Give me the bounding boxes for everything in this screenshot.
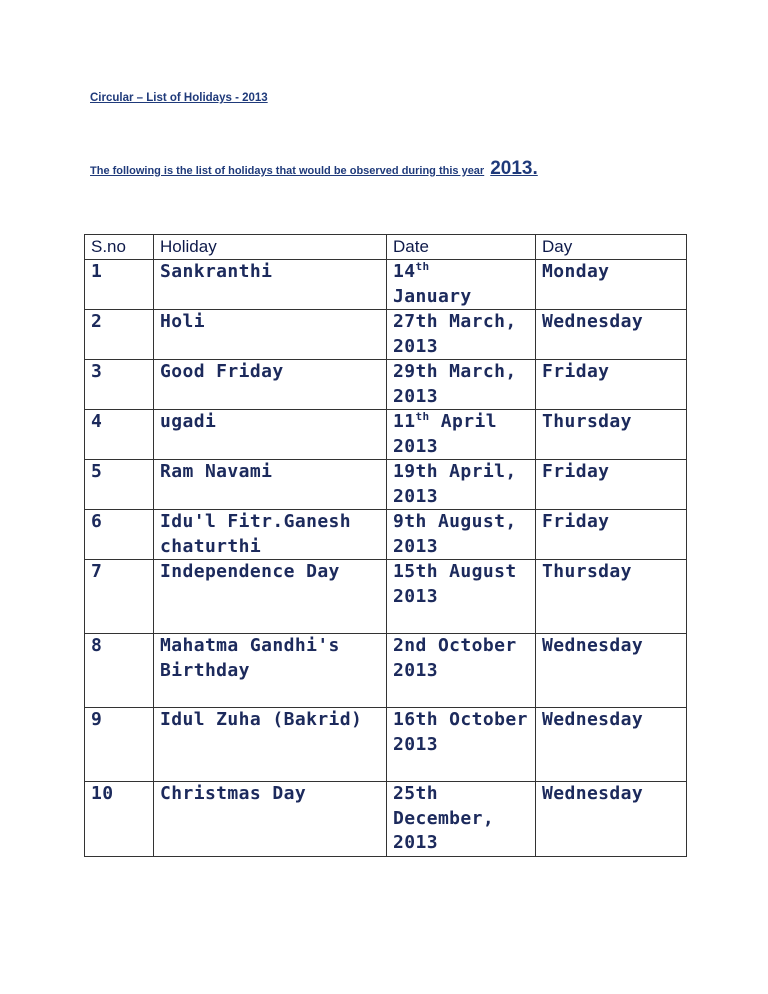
cell-date xyxy=(387,560,536,634)
cell-sno: 4 xyxy=(85,410,154,460)
cell-date xyxy=(387,460,536,510)
cell-sno: 5 xyxy=(85,460,154,510)
cell-day: Thursday xyxy=(536,410,687,460)
date-rest: 2013 xyxy=(393,485,438,507)
cell-sno: 7 xyxy=(85,560,154,634)
date-day: 27th March, xyxy=(393,311,517,332)
cell-date xyxy=(387,782,536,857)
date-rest: 2013 xyxy=(393,335,438,357)
date-day: 14 xyxy=(393,261,416,282)
cell-day: Friday xyxy=(536,510,687,560)
date-rest: 2013 xyxy=(393,385,438,407)
table-row xyxy=(85,510,687,560)
cell-day: Wednesday xyxy=(536,782,687,857)
table-row xyxy=(85,634,687,708)
cell-sno: 8 xyxy=(85,634,154,708)
cell-holiday: Independence Day xyxy=(154,560,387,634)
cell-date xyxy=(387,360,536,410)
date-rest: 2013 xyxy=(393,733,438,755)
cell-sno: 2 xyxy=(85,310,154,360)
cell-holiday: Holi xyxy=(154,310,387,360)
intro-text: The following is the list of holidays that would be observed during this year xyxy=(90,165,485,177)
date-suffix: th xyxy=(415,410,430,423)
cell-date xyxy=(387,510,536,560)
date-rest: 2013 xyxy=(393,832,438,853)
cell-day: Wednesday xyxy=(536,310,687,360)
header-date: Date xyxy=(387,235,536,260)
table-row xyxy=(85,560,687,634)
cell-day: Wednesday xyxy=(536,634,687,708)
table-row xyxy=(85,360,687,410)
table-row xyxy=(85,260,687,310)
date-rest: 2013 xyxy=(393,535,438,557)
date-rest: 2013 xyxy=(393,659,438,681)
table-row xyxy=(85,782,687,857)
date-day: 11 xyxy=(393,411,416,432)
cell-date xyxy=(387,634,536,708)
date-rest: 2013 xyxy=(393,585,438,607)
table-row xyxy=(85,460,687,510)
date-day: 9th August, xyxy=(393,511,517,532)
date-rest: January xyxy=(393,285,472,307)
cell-holiday: Christmas Day xyxy=(154,782,387,857)
cell-date xyxy=(387,260,536,310)
date-rest: 2013 xyxy=(393,435,438,457)
date-day: 2nd October xyxy=(393,635,517,656)
cell-holiday: Ram Navami xyxy=(154,460,387,510)
date-suffix: th xyxy=(415,260,430,273)
table-row xyxy=(85,310,687,360)
cell-holiday: Sankranthi xyxy=(154,260,387,310)
cell-holiday: ugadi xyxy=(154,410,387,460)
date-day: 16th October xyxy=(393,709,528,730)
header-holiday: Holiday xyxy=(154,235,387,260)
cell-sno: 6 xyxy=(85,510,154,560)
cell-day: Monday xyxy=(536,260,687,310)
cell-holiday: Idu'l Fitr.Ganesh chaturthi xyxy=(154,510,387,560)
cell-holiday: Good Friday xyxy=(154,360,387,410)
circular-title: Circular – List of Holidays - 2013 xyxy=(90,92,268,104)
table-row xyxy=(85,708,687,782)
cell-sno: 10 xyxy=(85,782,154,857)
cell-day: Friday xyxy=(536,360,687,410)
date-day: 25th December, xyxy=(393,783,495,829)
cell-sno: 9 xyxy=(85,708,154,782)
cell-date xyxy=(387,410,536,460)
holiday-table xyxy=(84,234,687,857)
cell-day: Friday xyxy=(536,460,687,510)
header-sno: S.no xyxy=(85,235,154,260)
date-day: 19th April, xyxy=(393,461,517,482)
table-row xyxy=(85,410,687,460)
date-day: 29th March, xyxy=(393,361,517,382)
cell-sno: 3 xyxy=(85,360,154,410)
cell-day: Wednesday xyxy=(536,708,687,782)
intro-year: 2013. xyxy=(490,158,538,179)
cell-sno: 1 xyxy=(85,260,154,310)
cell-date xyxy=(387,310,536,360)
cell-holiday: Mahatma Gandhi's Birthday xyxy=(154,634,387,708)
date-month: April xyxy=(429,411,497,432)
cell-date xyxy=(387,708,536,782)
header-day: Day xyxy=(536,235,687,260)
intro-line xyxy=(90,158,538,180)
date-day: 15th August xyxy=(393,561,517,582)
cell-day: Thursday xyxy=(536,560,687,634)
table-header-row xyxy=(85,235,687,260)
cell-holiday: Idul Zuha (Bakrid) xyxy=(154,708,387,782)
